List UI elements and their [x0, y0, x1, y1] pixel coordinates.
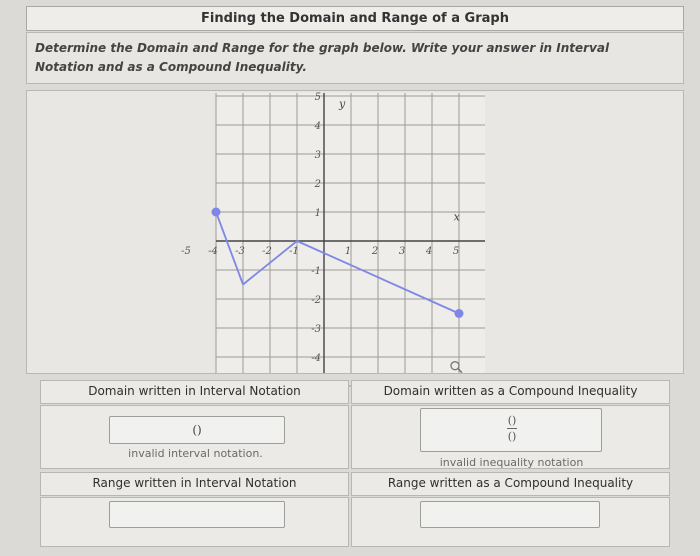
range-inequality-label: Range written as a Compound Inequality — [387, 476, 634, 490]
fraction-denominator: () — [507, 430, 517, 443]
coordinate-graph[interactable] — [27, 91, 683, 373]
title-box — [26, 6, 684, 31]
x-tick-label: 1 — [344, 246, 352, 257]
x-tick-label: 4 — [425, 246, 433, 257]
x-tick-label: -1 — [289, 246, 299, 257]
y-tick-label: -3 — [311, 324, 321, 335]
range-inequality-input[interactable] — [420, 501, 600, 528]
domain-interval-label: Domain written in Interval Notation — [88, 384, 301, 398]
instructions-text: Determine the Domain and Range for the graph below. Write your answer in Interval Notation and as a Compound Inequality. — [35, 41, 610, 74]
y-tick-label: -1 — [311, 266, 321, 277]
domain-inequality-error: invalid inequality notation — [439, 456, 584, 469]
x-tick-label: -4 — [208, 246, 218, 257]
range-inequality-cell — [351, 497, 670, 547]
page-title: Finding the Domain and Range of a Graph — [201, 11, 509, 26]
range-interval-input[interactable] — [109, 501, 285, 528]
domain-inequality-cell — [351, 405, 670, 469]
x-tick-label: -5 — [181, 246, 191, 257]
graph-box — [26, 90, 684, 374]
y-tick-label: -4 — [311, 353, 321, 364]
domain-inequality-label-cell — [351, 380, 670, 404]
fraction-template — [497, 414, 527, 443]
domain-interval-error: invalid interval notation. — [128, 447, 263, 460]
y-tick-label: 5 — [314, 92, 321, 103]
y-tick-label: 4 — [314, 121, 321, 132]
graph-endpoint — [455, 309, 464, 318]
domain-inequality-input[interactable] — [420, 408, 602, 452]
x-axis-label: x — [453, 210, 460, 224]
graph-endpoint — [212, 208, 221, 217]
range-inequality-label-cell — [351, 472, 670, 496]
y-tick-label: 1 — [314, 208, 321, 219]
domain-inequality-label: Domain written as a Compound Inequality — [383, 384, 638, 398]
x-tick-label: -2 — [262, 246, 272, 257]
range-interval-label-cell — [40, 472, 349, 496]
instructions-box — [26, 32, 684, 84]
y-axis-label: y — [339, 97, 346, 111]
x-tick-label: 3 — [398, 246, 406, 257]
y-tick-label: 3 — [314, 150, 321, 161]
x-tick-label: 2 — [371, 246, 379, 257]
y-tick-label: -2 — [311, 295, 321, 306]
x-tick-label: 5 — [452, 246, 460, 257]
range-interval-cell — [40, 497, 349, 547]
range-interval-label: Range written in Interval Notation — [92, 476, 297, 490]
y-tick-label: 2 — [314, 179, 321, 190]
domain-interval-label-cell — [40, 380, 349, 404]
domain-interval-input[interactable]: () — [109, 416, 285, 444]
fraction-bar — [507, 428, 517, 429]
domain-interval-cell — [40, 405, 349, 469]
x-tick-label: -3 — [235, 246, 245, 257]
fraction-numerator: () — [507, 414, 517, 427]
